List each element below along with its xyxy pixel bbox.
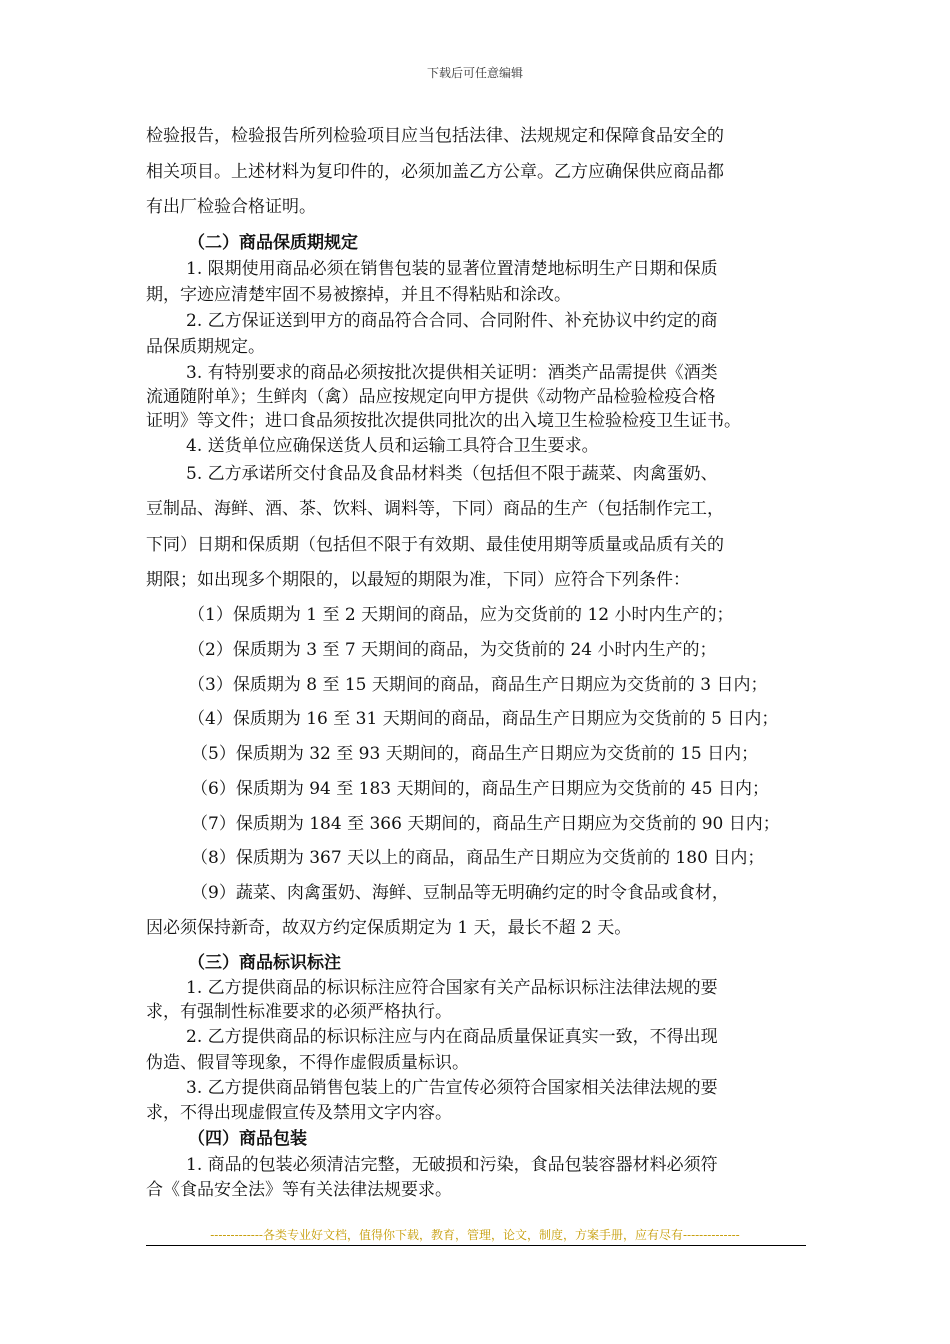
- paragraph-line: 相关项目。上述材料为复印件的，必须加盖乙方公章。乙方应确保供应商品都: [146, 162, 724, 182]
- section-heading: （三）商品标识标注: [188, 953, 341, 973]
- paragraph-line: 下同）日期和保质期（包括但不限于有效期、最佳使用期等质量或品质有关的: [146, 535, 724, 555]
- paragraph-line: 1. 商品的包装必须清洁完整，无破损和污染，食品包装容器材料必须符: [186, 1155, 718, 1175]
- condition-item: （1）保质期为 1 至 2 天期间的商品，应为交货前的 12 小时内生产的；: [188, 605, 734, 625]
- paragraph-line: 期限；如出现多个期限的，以最短的期限为准，下同）应符合下列条件：: [146, 570, 690, 590]
- condition-item: （5）保质期为 32 至 93 天期间的，商品生产日期应为交货前的 15 日内；: [191, 744, 759, 764]
- paragraph-line: 5. 乙方承诺所交付食品及食品材料类（包括但不限于蔬菜、肉禽蛋奶、: [186, 464, 718, 484]
- condition-item: （2）保质期为 3 至 7 天期间的商品，为交货前的 24 小时内生产的；: [188, 640, 717, 660]
- paragraph-line: 有出厂检验合格证明。: [146, 197, 316, 217]
- condition-item: （8）保质期为 367 天以上的商品，商品生产日期应为交货前的 180 日内；: [191, 848, 765, 868]
- paragraph-line: 1. 限期使用商品必须在销售包装的显著位置清楚地标明生产日期和保质: [186, 259, 718, 279]
- paragraph-line: 因必须保持新奇，故双方约定保质期定为 1 天，最长不超 2 天。: [146, 918, 632, 938]
- page-header: 下载后可任意编辑: [426, 66, 523, 80]
- condition-item: （7）保质期为 184 至 366 天期间的，商品生产日期应为交货前的 90 日内；: [191, 814, 780, 834]
- paragraph-line: 3. 乙方提供商品销售包装上的广告宣传必须符合国家相关法律法规的要: [186, 1078, 718, 1098]
- section-heading: （二）商品保质期规定: [188, 233, 358, 253]
- footer-banner: -------------各类专业好文档，值得你下载，教育，管理，论文，制度，方案手册，应有尽有--------------: [210, 1228, 740, 1242]
- paragraph-line: 2. 乙方保证送到甲方的商品符合合同、合同附件、补充协议中约定的商: [186, 311, 718, 331]
- paragraph-line: 4. 送货单位应确保送货人员和运输工具符合卫生要求。: [186, 436, 599, 456]
- paragraph-line: 3. 有特别要求的商品必须按批次提供相关证明：酒类产品需提供《酒类: [186, 363, 718, 383]
- condition-item: （9）蔬菜、肉禽蛋奶、海鲜、豆制品等无明确约定的时令食品或食材，: [191, 883, 729, 903]
- footer-rule: [146, 1245, 806, 1246]
- paragraph-line: 求，有强制性标准要求的必须严格执行。: [146, 1002, 452, 1022]
- paragraph-line: 合《食品安全法》等有关法律法规要求。: [146, 1180, 452, 1200]
- paragraph-line: 流通随附单》；生鲜肉（禽）品应按规定向甲方提供《动物产品检验检疫合格: [146, 387, 716, 407]
- paragraph-line: 1. 乙方提供商品的标识标注应符合国家有关产品标识标注法律法规的要: [186, 978, 718, 998]
- condition-item: （4）保质期为 16 至 31 天期间的商品，商品生产日期应为交货前的 5 日内；: [188, 709, 779, 729]
- paragraph-line: 伪造、假冒等现象，不得作虚假质量标识。: [146, 1053, 469, 1073]
- paragraph-line: 品保质期规定。: [146, 337, 265, 357]
- paragraph-line: 期，字迹应清楚牢固不易被擦掉，并且不得粘贴和涂改。: [146, 285, 571, 305]
- paragraph-line: 检验报告，检验报告所列检验项目应当包括法律、法规规定和保障食品安全的: [146, 126, 724, 146]
- paragraph-line: 豆制品、海鲜、酒、茶、饮料、调料等，下同）商品的生产（包括制作完工，: [146, 499, 724, 519]
- section-heading: （四）商品包装: [188, 1129, 307, 1149]
- paragraph-line: 2. 乙方提供商品的标识标注应与内在商品质量保证真实一致，不得出现: [186, 1027, 718, 1047]
- paragraph-line: 求，不得出现虚假宣传及禁用文字内容。: [146, 1103, 452, 1123]
- condition-item: （3）保质期为 8 至 15 天期间的商品，商品生产日期应为交货前的 3 日内；: [188, 675, 768, 695]
- condition-item: （6）保质期为 94 至 183 天期间的，商品生产日期应为交货前的 45 日内；: [191, 779, 769, 799]
- paragraph-line: 证明》等文件；进口食品须按批次提供同批次的出入境卫生检验检疫卫生证书。: [146, 411, 741, 431]
